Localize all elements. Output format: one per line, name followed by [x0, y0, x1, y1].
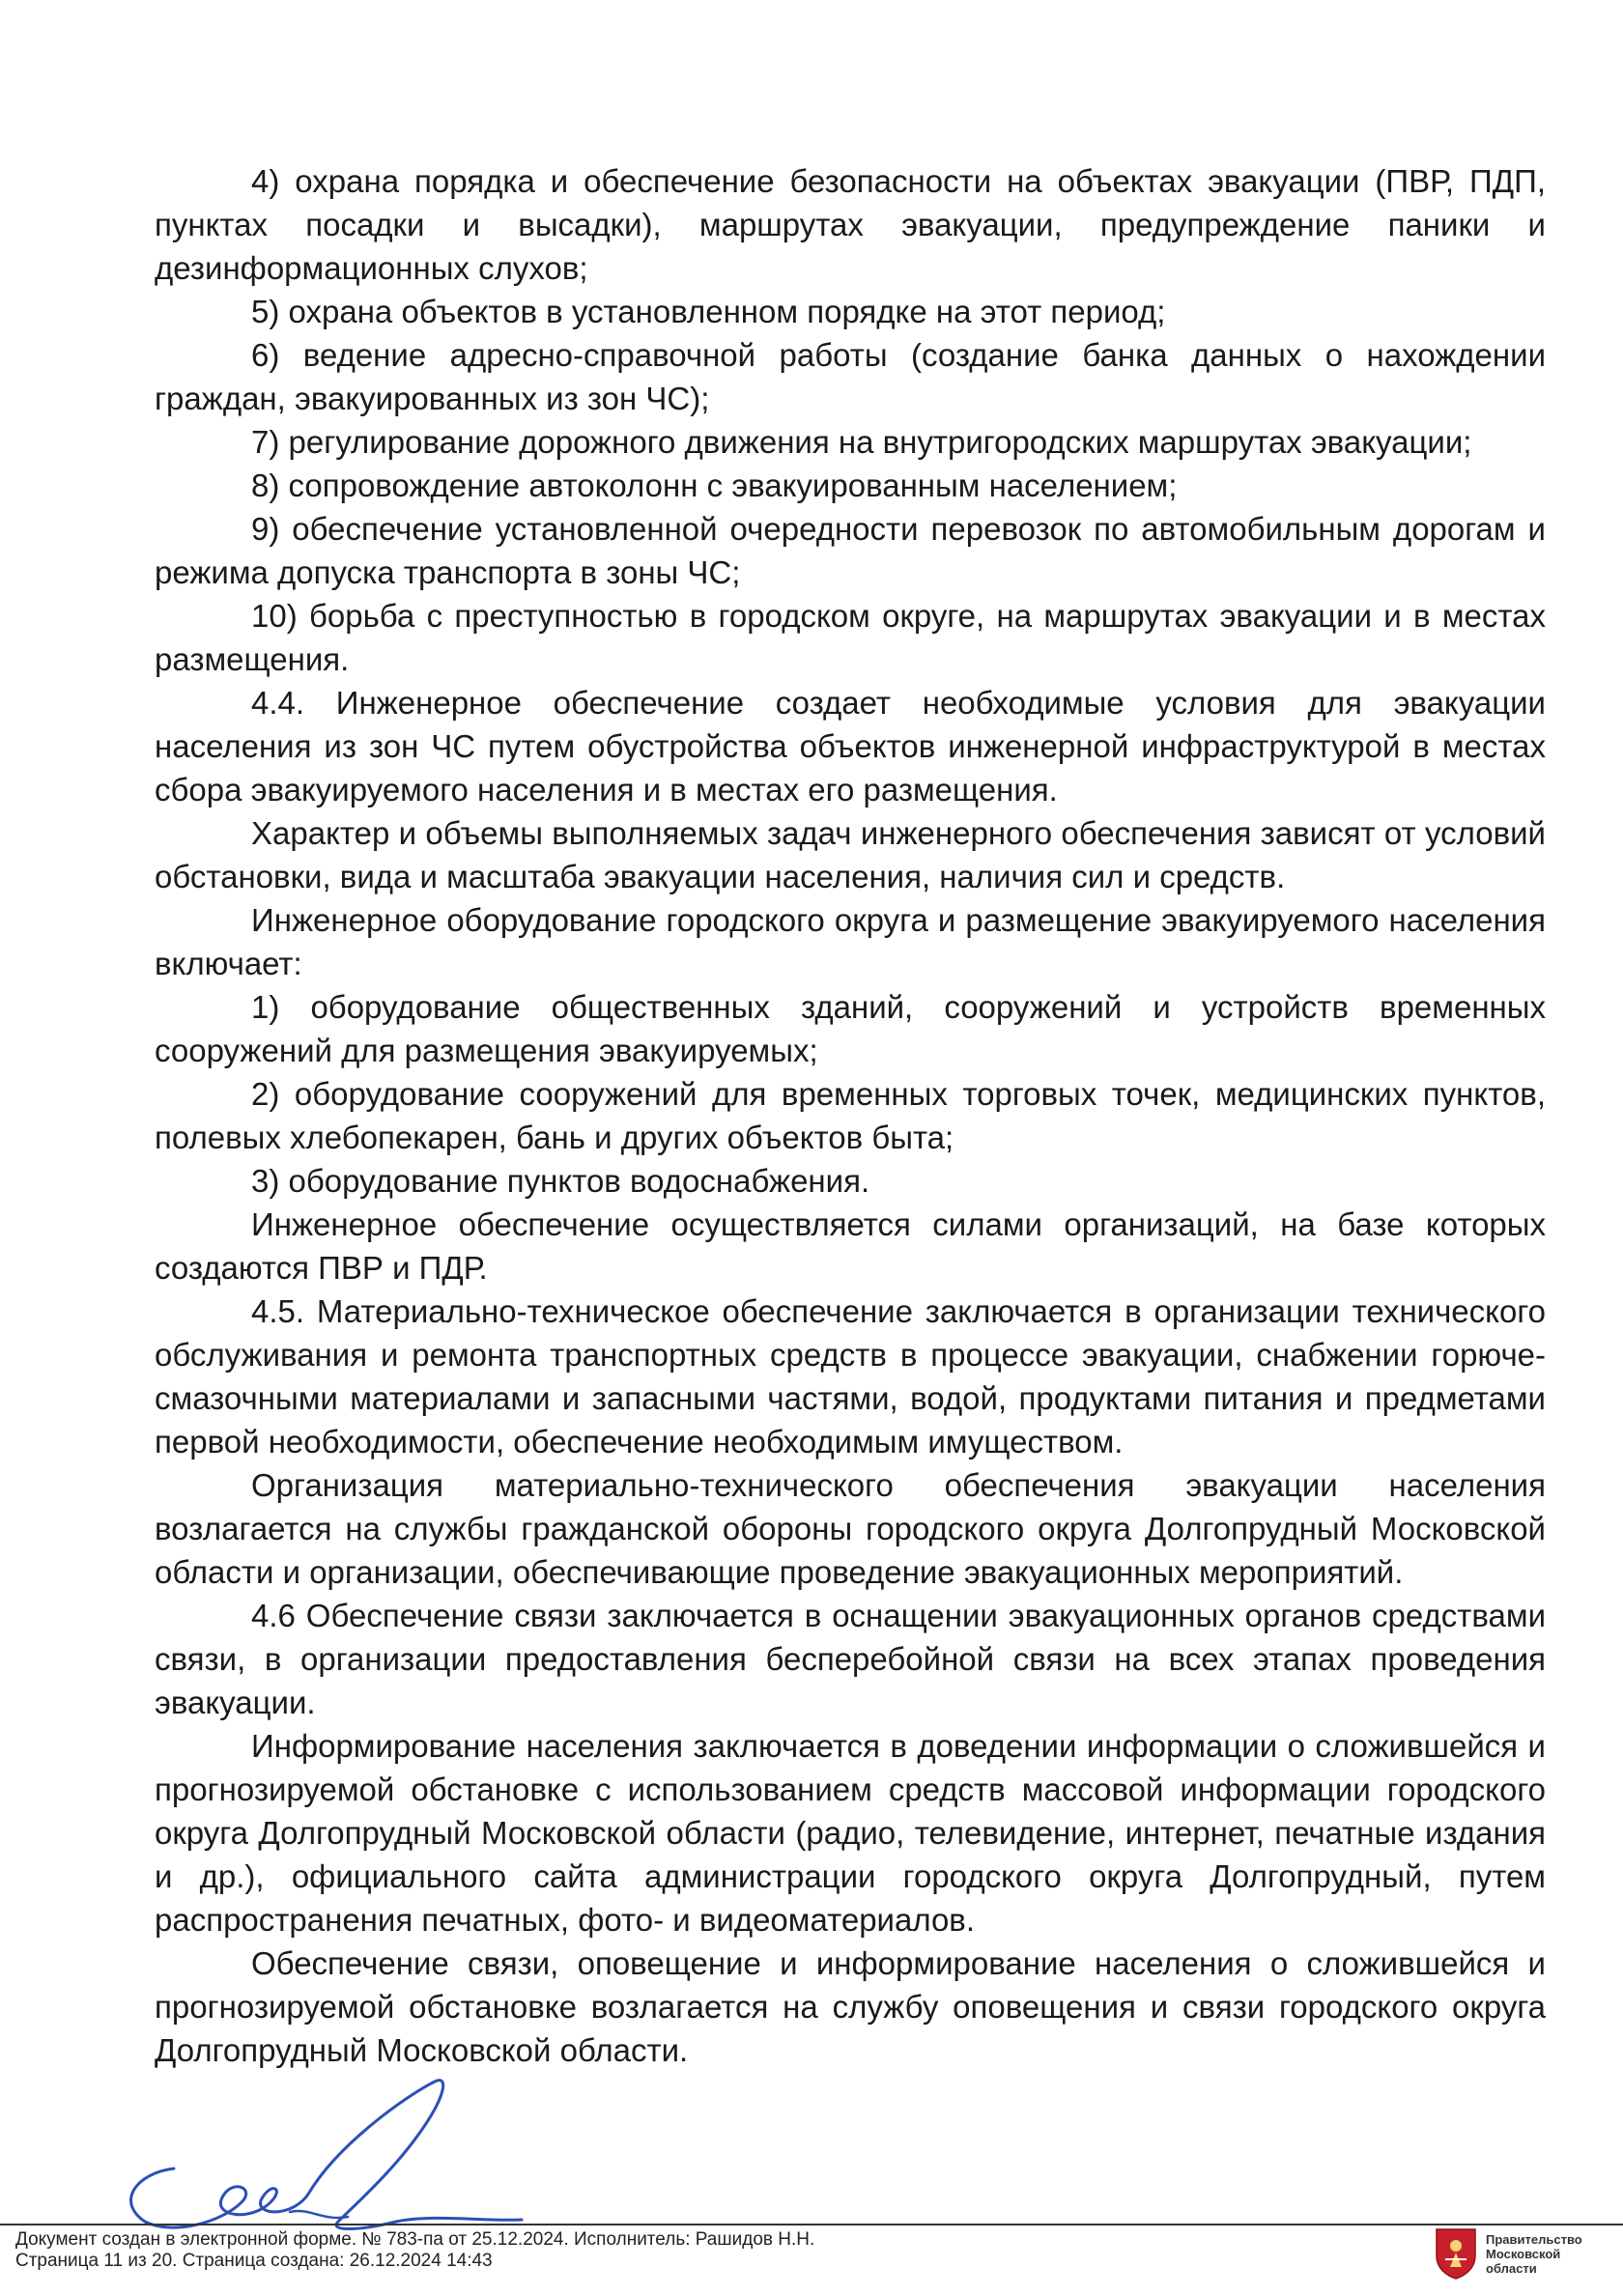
footer-document-info: Документ создан в электронной форме. № 783-па от 25.12.2024. Исполнитель: Рашидов Н.Н.: [15, 2229, 815, 2250]
paragraph-equipment-3: 3) оборудование пунктов водоснабжения.: [251, 1163, 870, 1199]
paragraph-item-5: 5) охрана объектов в установленном порядке на этот период;: [251, 294, 1166, 329]
document-footer: [15, 2229, 814, 2272]
paragraph-logistics-organization: Организация материально-технического обеспечения эвакуации населения возлагается на службы гражданской обороны городского округа Долгопрудный Московской области и организации, обеспечивающие проведение эвакуационных мероприятий.: [155, 1467, 1546, 1590]
paragraph-section-4-5: 4.5. Материально-техническое обеспечение заключается в организации технического обслуживания и ремонта транспортных средств в процессе эвакуации, снабжении горюче-смазочными материалами и запасными частями, водой, продуктами питания и предметами первой необходимости, обеспечение необходимым имуществом.: [155, 1293, 1546, 1460]
paragraph-section-4-4: 4.4. Инженерное обеспечение создает необходимые условия для эвакуации населения из зон ЧС путем обустройства объектов инженерной инфраструктурой в местах сбора эвакуируемого населения и в местах его размещения.: [155, 685, 1546, 808]
paragraph-item-9: 9) обеспечение установленной очередности перевозок по автомобильным дорогам и режима допуска транспорта в зоны ЧС;: [155, 511, 1546, 590]
paragraph-informing: Информирование населения заключается в доведении информации о сложившейся и прогнозируемой обстановке с использованием средств массовой информации городского округа Долгопрудный Московской области (радио, телевидение, интернет, печатные издания и др.), официального сайта администрации городского округа Долгопрудный, путем распространения печатных, фото- и видеоматериалов.: [155, 1728, 1546, 1938]
document-body: [155, 159, 1546, 2072]
paragraph-equipment-1: 1) оборудование общественных зданий, сооружений и устройств временных сооружений для размещения эвакуируемых;: [155, 989, 1546, 1068]
handwritten-signature: [116, 2077, 541, 2241]
paragraph-section-4-6: 4.6 Обеспечение связи заключается в оснащении эвакуационных органов средствами связи, в организации предоставления бесперебойной связи на всех этапах проведения эвакуации.: [155, 1598, 1546, 1720]
footer-divider: [0, 2224, 1623, 2225]
paragraph-item-10: 10) борьба с преступностью в городском округе, на маршрутах эвакуации и в местах размещения.: [155, 598, 1546, 677]
paragraph-item-7: 7) регулирование дорожного движения на внутригородских маршрутах эвакуации;: [251, 424, 1472, 460]
coat-of-arms-icon: [1434, 2226, 1478, 2281]
paragraph-item-4: 4) охрана порядка и обеспечение безопасности на объектах эвакуации (ПВР, ПДП, пунктах посадки и высадки), маршрутах эвакуации, предупреждение паники и дезинформационных слухов;: [155, 163, 1546, 286]
logo-line-2: Московской области: [1486, 2246, 1561, 2276]
footer-page-info: Страница 11 из 20. Страница создана: 26.12.2024 14:43: [15, 2251, 493, 2271]
paragraph-equipment-2: 2) оборудование сооружений для временных торговых точек, медицинских пунктов, полевых хлебопекарен, бань и других объектов быта;: [155, 1076, 1546, 1155]
government-logo: [1434, 2222, 1608, 2285]
logo-line-1: Правительство: [1486, 2231, 1582, 2247]
logo-text: [1486, 2232, 1602, 2276]
paragraph-communication-duty: Обеспечение связи, оповещение и информирование населения о сложившейся и прогнозируемой обстановке возлагается на службу оповещения и связи городского округа Долгопрудный Московской области.: [155, 1945, 1546, 2068]
paragraph-item-6: 6) ведение адресно-справочной работы (создание банка данных о нахождении граждан, эвакуированных из зон ЧС);: [155, 337, 1546, 416]
paragraph-engineering-scope: Характер и объемы выполняемых задач инженерного обеспечения зависят от условий обстановки, вида и масштаба эвакуации населения, наличия сил и средств.: [155, 815, 1546, 894]
paragraph-item-8: 8) сопровождение автоколонн с эвакуированным населением;: [251, 468, 1178, 503]
paragraph-engineering-equipment: Инженерное оборудование городского округа и размещение эвакуируемого населения включает:: [155, 902, 1546, 981]
paragraph-engineering-forces: Инженерное обеспечение осуществляется силами организаций, на базе которых создаются ПВР и ПДР.: [155, 1206, 1546, 1286]
